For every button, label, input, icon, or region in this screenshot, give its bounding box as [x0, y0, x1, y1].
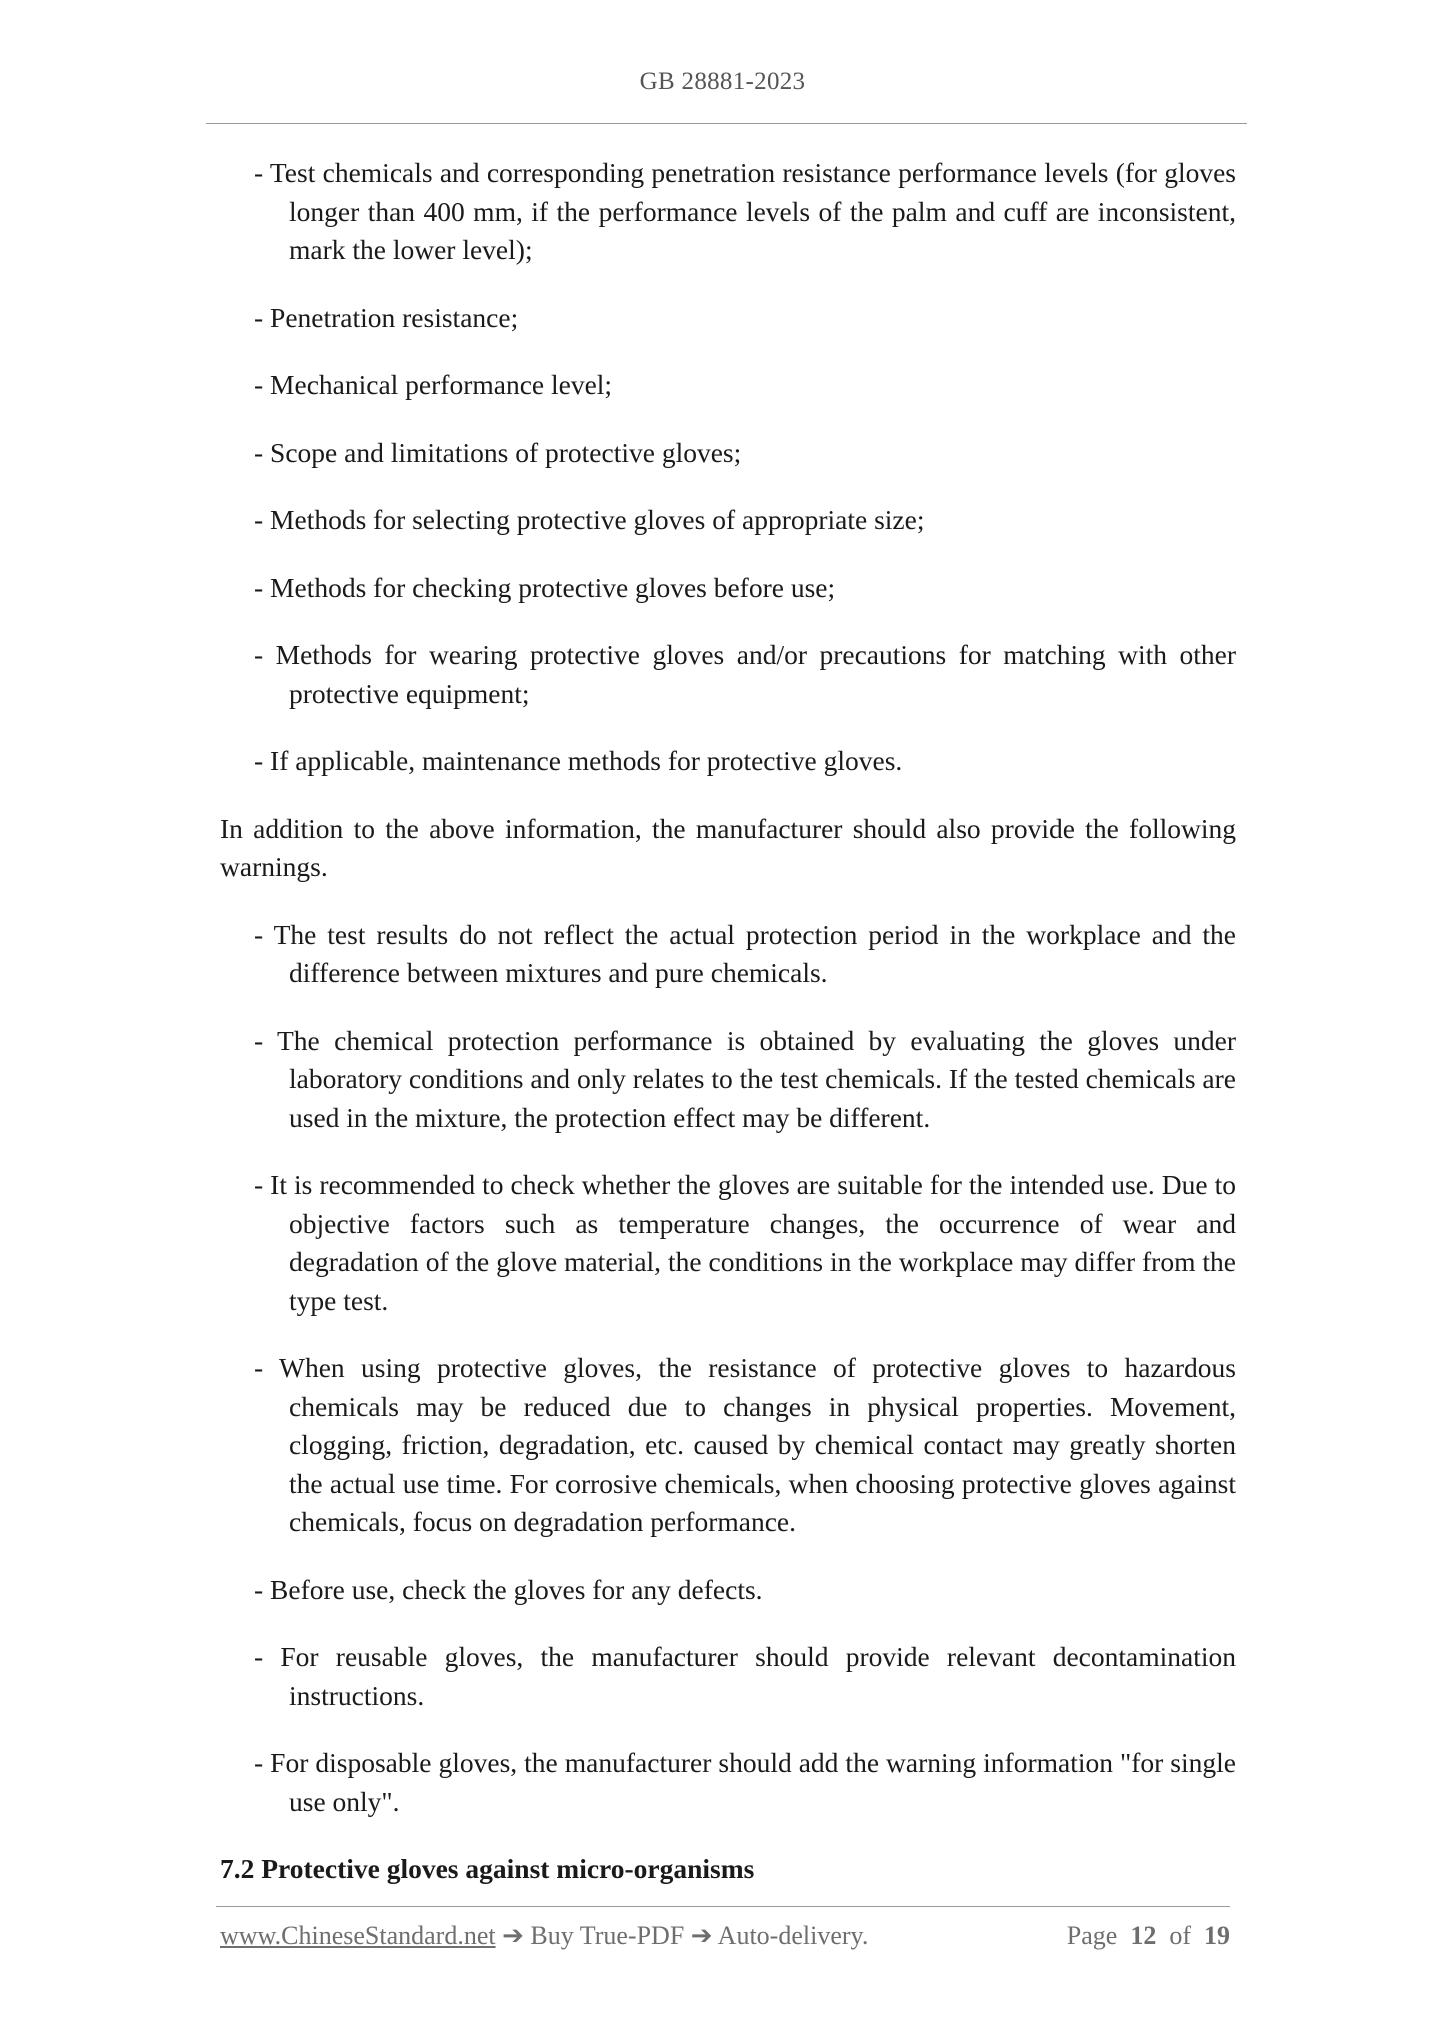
list-item: - Scope and limitations of protective gloves; — [254, 436, 742, 468]
website-link[interactable]: www.ChineseStandard.net — [220, 1921, 496, 1950]
list-item: - Mechanical performance level; — [254, 369, 613, 400]
list-item: - Methods for checking protective gloves before use; — [254, 571, 836, 603]
body-paragraph: In addition to the above information, the manufacturer should also provide the following warnings. — [220, 812, 1236, 882]
list-item: - Methods for wearing protective gloves and/or precautions for matching with other protective equipment; — [254, 639, 1236, 709]
footer-divider — [216, 1906, 1230, 1907]
page-number — [1067, 1921, 1230, 1951]
delivery-text: Auto-delivery. — [717, 1921, 869, 1950]
footer-links — [220, 1921, 868, 1950]
warning-item: - For disposable gloves, the manufacturer should add the warning information "for single use only". — [254, 1747, 1236, 1817]
list-item: - Penetration resistance; — [254, 301, 519, 333]
warning-item: - The chemical protection performance is obtained by evaluating the gloves under laboratory conditions and only relates to the test chemicals. If the tested chemicals are used in the mixture, the protection effect may be different. — [254, 1024, 1236, 1133]
header-divider — [206, 123, 1247, 124]
document-header-title: GB 28881-2023 — [639, 68, 806, 95]
buy-text: Buy True-PDF — [530, 1921, 685, 1950]
warning-item: - When using protective gloves, the resistance of protective gloves to hazardous chemicals may be reduced due to changes in physical properties. Movement, clogging, friction, degradation, etc. caused by chemical contact may greatly shorten the actual use time. For corrosive chemicals, when choosing protective gloves against chemicals, focus on degradation performance. — [254, 1352, 1236, 1537]
arrow-icon: ➔ — [502, 1921, 524, 1950]
section-heading: 7.2 Protective gloves against micro-organisms — [220, 1853, 755, 1884]
warning-item: - Before use, check the gloves for any defects. — [254, 1573, 763, 1605]
warning-item: - For reusable gloves, the manufacturer should provide relevant decontamination instructions. — [254, 1641, 1236, 1711]
arrow-icon: ➔ — [690, 1921, 713, 1950]
warning-item: - The test results do not reflect the actual protection period in the workplace and the difference between mixtures and pure chemicals. — [254, 918, 1236, 988]
warning-item: - It is recommended to check whether the gloves are suitable for the intended use. Due to objective factors such as temperature changes, the occurrence of wear and degradation of the glove material, the conditions in the workplace may differ from the type test. — [254, 1169, 1236, 1316]
list-item: - If applicable, maintenance methods for protective gloves. — [254, 745, 903, 776]
page-label: Page — [1066, 1921, 1118, 1950]
list-item: - Methods for selecting protective gloves of appropriate size; — [254, 504, 925, 535]
list-item: - Test chemicals and corresponding penetration resistance performance levels (for gloves longer than 400 mm, if the performance levels of the palm and cuff are inconsistent, mark the lower level); — [254, 157, 1236, 265]
page-content — [220, 154, 1236, 1889]
page-current: 12 — [1130, 1921, 1157, 1950]
page-footer — [220, 1921, 1230, 1951]
of-label: of — [1169, 1921, 1191, 1950]
page-total: 19 — [1204, 1921, 1230, 1950]
